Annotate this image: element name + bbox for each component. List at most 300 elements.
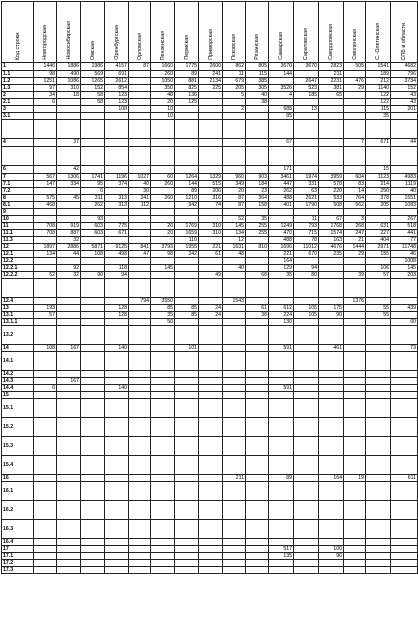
table-cell [81,539,105,546]
table-cell: 112 [129,202,151,209]
row-code: 6 [2,166,34,174]
table-cell [34,399,57,418]
row-code: 11.3 [2,237,34,244]
table-cell [81,392,105,399]
table-cell [223,113,246,120]
table-cell [199,106,223,113]
table-cell [294,279,319,298]
table-cell [81,385,105,392]
row-code: 2.1 [2,99,34,106]
table-cell [223,352,246,371]
table-row [2,279,418,298]
table-cell [34,378,57,385]
table-cell [391,482,418,501]
table-cell: 378 [366,195,391,202]
table-cell: 10 [151,106,175,113]
table-cell [269,371,294,378]
column-header [223,2,246,63]
table-row [2,85,418,92]
table-cell [175,399,199,418]
table-cell [223,147,246,166]
table-cell [129,371,151,378]
table-cell: 89 [175,71,199,78]
table-cell [223,418,246,437]
table-cell: 60 [391,319,418,326]
table-cell: 533 [319,195,344,202]
table-cell: 1769 [175,223,199,230]
table-cell [319,418,344,437]
table-cell [105,392,129,399]
table-cell [57,202,81,209]
table-cell: 3734 [391,78,418,85]
table-cell: 21 [344,237,366,244]
table-row [2,195,418,202]
table-cell: 24 [199,305,223,312]
table-cell [105,546,129,553]
table-cell: 505 [344,63,366,71]
table-cell: 87 [223,195,246,202]
table-cell: 262 [269,188,294,195]
table-cell [223,305,246,312]
table-cell [294,113,319,120]
table-cell [151,553,175,560]
table-cell [199,326,223,345]
table-cell: 1886 [57,63,81,71]
table-cell: 5 [223,92,246,99]
table-cell [319,209,344,216]
table-cell: 1119 [391,181,418,188]
row-code: 17.3 [2,567,34,574]
table-cell [294,166,319,174]
table-cell [57,437,81,456]
table-cell: 184 [246,181,269,188]
row-code: 14 [2,345,34,352]
table-cell [105,237,129,244]
table-cell [344,305,366,312]
table-cell [366,475,391,482]
data-table [1,1,418,574]
table-cell [366,392,391,399]
table-cell: 7 [344,139,366,147]
table-row [2,437,418,456]
table-cell: 167 [57,378,81,385]
table-cell: 562 [344,202,366,209]
table-cell [319,99,344,106]
table-cell [175,378,199,385]
table-cell [223,501,246,520]
table-cell: 260 [151,181,175,188]
table-cell [391,418,418,437]
table-cell: 841 [129,244,151,251]
table-cell: 158 [246,202,269,209]
table-cell [129,319,151,326]
table-cell: 85 [151,305,175,312]
table-cell [129,378,151,385]
table-cell [129,392,151,399]
table-cell: 903 [246,174,269,181]
table-cell [344,437,366,456]
table-cell: 404 [366,237,391,244]
table-cell: 349 [223,181,246,188]
table-cell [57,113,81,120]
table-cell [151,188,175,195]
table-cell: 6 [34,385,57,392]
table-cell [294,99,319,106]
table-cell [105,501,129,520]
region-name: СПБ и области [401,22,407,60]
table-cell: 4676 [319,244,344,251]
table-cell [223,312,246,319]
table-cell: 1551 [391,195,418,202]
region-name: Свердловская [328,24,334,60]
row-code: 14.1 [2,352,34,371]
table-cell: 128 [105,312,129,319]
table-cell [105,188,129,195]
table-cell: 310 [199,223,223,230]
table-cell [57,399,81,418]
table-cell: 100 [319,546,344,553]
table-row [2,174,418,181]
table-cell [151,352,175,371]
table-cell [34,546,57,553]
table-cell [57,209,81,216]
table-cell [105,399,129,418]
table-cell [294,352,319,371]
table-cell [366,319,391,326]
table-cell: 20 [223,188,246,195]
table-cell [129,216,151,223]
table-cell [344,539,366,546]
table-cell: 235 [319,251,344,258]
table-cell [199,166,223,174]
table-cell: 35 [366,113,391,120]
table-cell [294,120,319,139]
table-cell: 2647 [294,78,319,85]
table-cell [294,139,319,147]
table-cell [246,279,269,298]
table-cell [319,437,344,456]
table-cell [246,265,269,272]
table-cell [319,567,344,574]
table-cell [366,258,391,265]
table-row [2,99,418,106]
table-cell [175,139,199,147]
table-cell [391,279,418,298]
table-cell: 3670 [269,63,294,71]
table-cell: 225 [199,85,223,92]
table-cell [81,560,105,567]
table-cell [246,113,269,120]
table-cell [269,392,294,399]
table-cell [151,258,175,265]
row-code: 12.1 [2,251,34,258]
row-code: 8 [2,195,34,202]
table-cell: 793 [294,223,319,230]
table-cell [57,352,81,371]
table-cell [319,352,344,371]
table-row [2,230,418,237]
table-cell: 1741 [81,174,105,181]
table-cell: 517 [269,546,294,553]
table-cell: 267 [391,216,418,223]
table-cell: 1083 [391,202,418,209]
table-cell [199,567,223,574]
table-body [2,2,418,574]
table-cell [57,539,81,546]
table-cell: 515 [199,181,223,188]
table-cell: 498 [105,251,129,258]
table-cell: 19 [344,475,366,482]
row-code: 17 [2,546,34,553]
table-cell [223,139,246,147]
table-cell [344,418,366,437]
row-code: 15.2 [2,418,34,437]
table-cell [344,567,366,574]
table-cell [319,501,344,520]
table-cell [175,279,199,298]
table-cell: 52 [34,272,57,279]
row-code: 15.4 [2,456,34,475]
column-header [81,2,105,63]
row-code [2,120,34,139]
table-cell: 145 [223,223,246,230]
table-cell: 488 [269,237,294,244]
table-cell: 2134 [199,78,223,85]
table-cell [57,147,81,166]
table-cell [105,437,129,456]
table-cell [269,567,294,574]
table-cell: 105 [294,312,319,319]
table-cell [269,456,294,475]
table-cell [366,385,391,392]
table-cell [199,352,223,371]
table-row [2,71,418,78]
table-cell [246,258,269,265]
table-cell: 575 [34,195,57,202]
table-cell [391,560,418,567]
table-cell [81,312,105,319]
table-cell [81,501,105,520]
table-cell [151,272,175,279]
table-cell [391,120,418,139]
table-cell [129,437,151,456]
table-cell [81,279,105,298]
table-cell [57,520,81,539]
table-cell [81,326,105,345]
table-cell [246,106,269,113]
table-cell [199,237,223,244]
table-cell [319,166,344,174]
table-cell [223,279,246,298]
table-cell [34,298,57,305]
table-cell [366,456,391,475]
table-cell: 11012 [294,244,319,251]
table-row [2,399,418,418]
table-cell [344,456,366,475]
table-cell [319,385,344,392]
table-cell [129,223,151,230]
table-cell: 44 [57,251,81,258]
row-code: 13.1.1 [2,319,34,326]
table-cell [199,378,223,385]
table-cell: 90 [81,272,105,279]
table-cell [223,385,246,392]
table-cell: 508 [319,202,344,209]
table-cell: 679 [223,78,246,85]
row-code: 3 [2,106,34,113]
table-cell [344,147,366,166]
table-cell: 3550 [151,298,175,305]
row-code: 12.4 [2,298,34,305]
table-cell [223,456,246,475]
table-cell: 3793 [151,244,175,251]
table-cell: 247 [344,230,366,237]
table-cell [391,147,418,166]
table-cell [129,92,151,99]
table-cell [129,139,151,147]
table-cell: 2 [223,106,246,113]
table-cell [151,437,175,456]
table-cell: 212 [366,78,391,85]
table-cell [269,539,294,546]
table-cell: 94 [105,272,129,279]
table-cell: 881 [175,78,199,85]
table-cell [319,272,344,279]
table-cell [269,279,294,298]
table-row [2,139,418,147]
statistics-sheet [1,1,416,634]
table-cell: 108 [81,251,105,258]
table-cell [294,371,319,378]
table-cell [344,560,366,567]
table-cell [105,482,129,501]
table-cell: 129 [269,265,294,272]
table-cell [81,258,105,265]
table-cell [319,392,344,399]
row-code: 9 [2,209,34,216]
table-cell [344,106,366,113]
region-name: Приморская [207,29,214,60]
table-cell [199,298,223,305]
table-cell [344,113,366,120]
table-row [2,352,418,371]
table-cell [294,378,319,385]
table-cell: 46 [391,251,418,258]
table-cell: 708 [34,223,57,230]
table-row [2,244,418,251]
table-cell [129,345,151,352]
table-cell [319,106,344,113]
table-cell: 1955 [175,244,199,251]
table-cell [129,546,151,553]
region-name: Самарская [278,32,284,60]
table-cell [34,120,57,139]
table-cell [129,120,151,139]
table-cell [175,258,199,265]
table-cell [57,298,81,305]
table-cell [81,120,105,139]
table-cell [223,345,246,352]
table-cell: 2612 [105,78,129,85]
table-cell: 47 [129,251,151,258]
table-cell: 61 [246,305,269,312]
table-cell [294,326,319,345]
table-cell [57,106,81,113]
column-header [199,2,223,63]
table-cell: 523 [294,85,319,92]
table-cell [344,520,366,539]
column-header [246,2,269,63]
table-cell: 3526 [269,85,294,92]
table-cell [151,546,175,553]
table-cell: 87 [129,63,151,71]
table-cell: 108 [34,345,57,352]
table-cell [57,553,81,560]
table-cell [57,326,81,345]
table-cell: 960 [223,174,246,181]
table-cell [223,546,246,553]
table-cell [129,147,151,166]
table-cell [344,209,366,216]
row-code: 11 [2,223,34,230]
table-cell [246,392,269,399]
table-cell [105,567,129,574]
table-cell [246,237,269,244]
table-cell [34,456,57,475]
table-cell [81,139,105,147]
table-cell [223,378,246,385]
table-cell [175,265,199,272]
table-cell: 171 [269,166,294,174]
row-code: 1.1 [2,71,34,78]
table-cell [319,120,344,139]
table-cell: 331 [294,181,319,188]
table-cell: 214 [366,181,391,188]
table-cell [105,166,129,174]
table-cell [57,456,81,475]
table-cell [366,216,391,223]
row-code: 8.1 [2,202,34,209]
table-cell [151,539,175,546]
table-cell: 4682 [391,63,418,71]
table-cell [344,392,366,399]
table-cell [246,539,269,546]
table-cell: 78 [294,237,319,244]
table-cell: 128 [105,305,129,312]
table-cell: 794 [129,298,151,305]
region-name: С.-Олетинская [375,23,381,60]
table-cell [269,437,294,456]
table-cell [151,216,175,223]
table-cell [246,553,269,560]
table-cell [199,258,223,265]
table-cell [34,475,57,482]
table-cell: 20 [151,223,175,230]
table-cell: 260 [151,71,175,78]
table-row [2,202,418,209]
table-cell: 122 [366,99,391,106]
table-row [2,181,418,188]
table-cell: 1265 [81,78,105,85]
table-cell [246,475,269,482]
table-cell [57,567,81,574]
table-cell [391,520,418,539]
table-cell: 255 [246,230,269,237]
table-cell: 6 [81,188,105,195]
table-cell [344,326,366,345]
row-code: 17.2 [2,560,34,567]
table-cell [246,546,269,553]
